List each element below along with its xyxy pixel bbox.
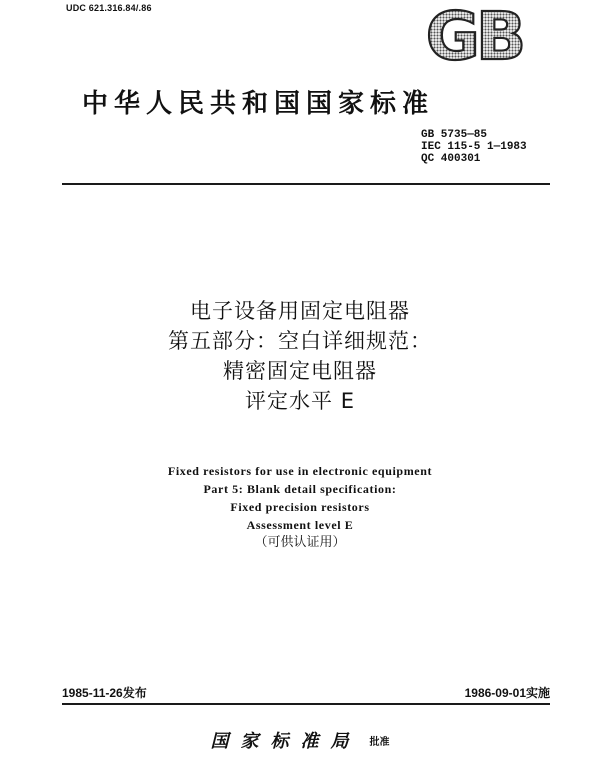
- english-title-block: [0, 462, 600, 552]
- standard-number-gb: GB 5735—85: [421, 129, 488, 141]
- usage-note: （可供认证用）: [254, 535, 346, 550]
- udc-code: UDC 621.316.84/.86: [66, 3, 152, 13]
- svg-text:GB: GB: [425, 4, 523, 64]
- english-title-line-1: Fixed resistors for use in electronic equipment: [167, 464, 433, 478]
- chinese-title-line-4: 评定水平 E: [245, 389, 355, 413]
- standard-number-qc: QC 400301: [421, 153, 481, 165]
- standard-number-iec: IEC 115-5 1—1983: [421, 141, 527, 153]
- gb-logo: [403, 4, 545, 64]
- bottom-divider: [62, 703, 550, 705]
- english-title-line-2: Part 5: Blank detail specification:: [203, 482, 397, 496]
- issuer-line: [0, 727, 600, 753]
- english-title-line-4: Assessment level E: [246, 518, 354, 532]
- issuer-name: 国家标准局: [210, 731, 361, 752]
- approval-label: 批准: [369, 737, 390, 748]
- chinese-title-line-3: 精密固定电阻器: [223, 359, 377, 383]
- chinese-title-line-2: 第五部分：空白详细规范：: [168, 329, 432, 353]
- issue-date: 1985-11-26发布: [62, 686, 147, 700]
- english-title-line-3: Fixed precision resistors: [230, 500, 370, 514]
- chinese-title-line-1: 电子设备用固定电阻器: [190, 299, 410, 323]
- standard-numbers: [421, 129, 527, 165]
- national-standard-title: 中华人民共和国国家标准: [82, 89, 435, 119]
- chinese-title-block: [0, 296, 600, 416]
- effective-date: 1986-09-01实施: [464, 686, 550, 700]
- top-divider: [62, 183, 550, 185]
